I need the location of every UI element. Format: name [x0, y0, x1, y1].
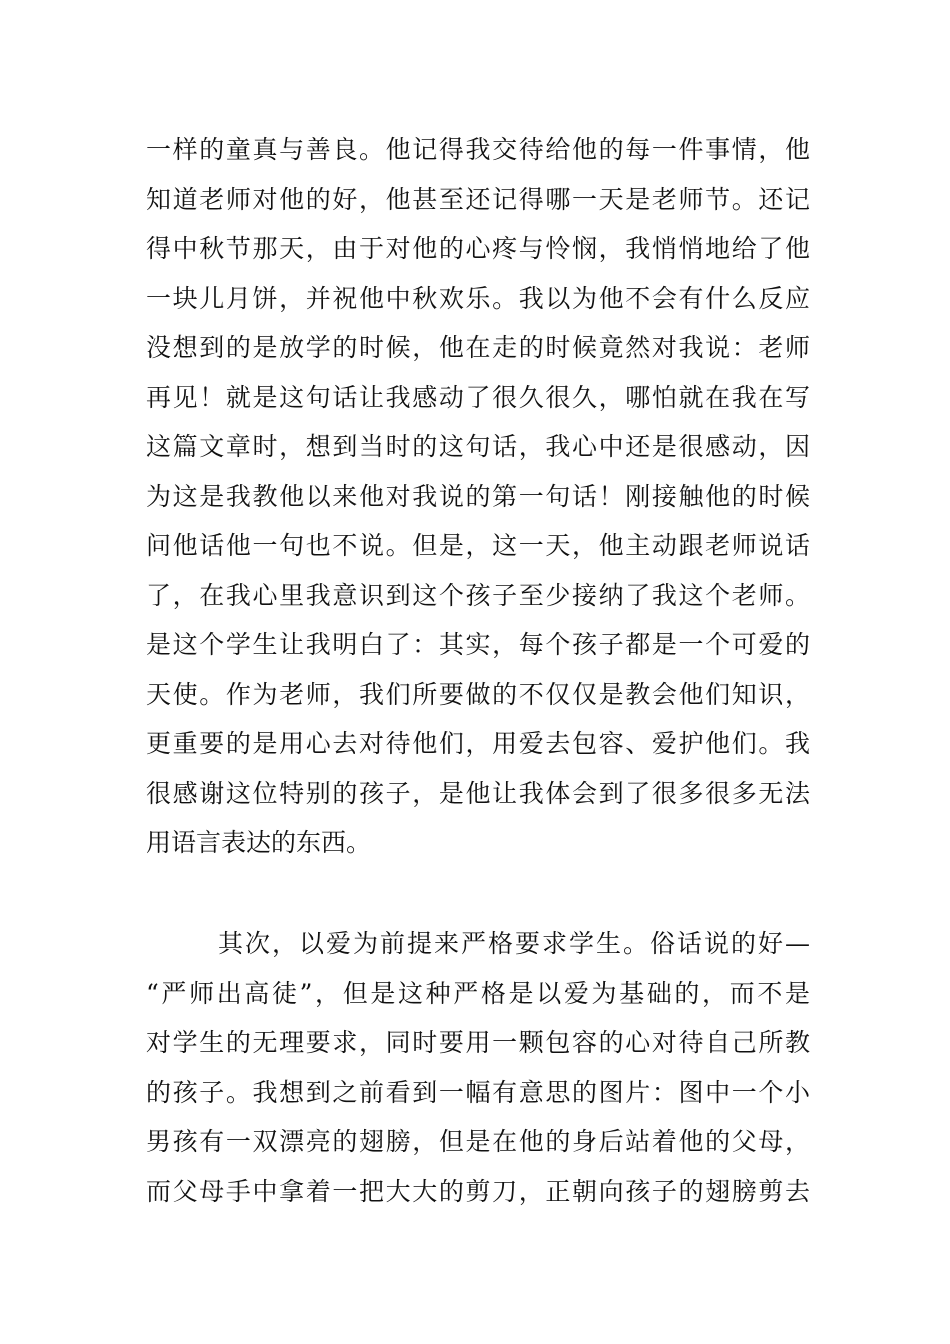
text-line: 了，在我心里我意识到这个孩子至少接纳了我这个老师。: [146, 580, 810, 610]
text-line: 的孩子。我想到之前看到一幅有意思的图片：图中一个小: [146, 1077, 810, 1107]
text-line: 用语言表达的东西。: [146, 828, 372, 857]
text-line: 男孩有一双漂亮的翅膀，但是在他的身后站着他的父母，: [146, 1127, 810, 1156]
text-line: 对学生的无理要求，同时要用一颗包容的心对待自己所教: [146, 1028, 810, 1057]
paragraph-1: [146, 125, 810, 868]
text-line: 再见！就是这句话让我感动了很久很久，哪怕就在我在写: [146, 382, 810, 412]
text-line: 知道老师对他的好，他甚至还记得哪一天是老师节。还记: [146, 184, 810, 214]
text-line: 更重要的是用心去对待他们，用爱去包容、爱护他们。我: [146, 729, 810, 758]
text-line: 天使。作为老师，我们所要做的不仅仅是教会他们知识，: [146, 679, 810, 709]
paragraph-2: [146, 919, 810, 1216]
text-line: 没想到的是放学的时候，他在走的时候竟然对我说：老师: [146, 333, 810, 362]
text-line: 而父母手中拿着一把大大的剪刀，正朝向孩子的翅膀剪去: [146, 1176, 810, 1206]
text-line: 一样的童真与善良。他记得我交待给他的每一件事情，他: [146, 135, 810, 164]
text-line: 为这是我教他以来他对我说的第一句话！刚接触他的时候: [146, 481, 810, 511]
text-line: 其次，以爱为前提来严格要求学生。俗话说的好—: [218, 929, 810, 958]
text-line: 问他话他一句也不说。但是，这一天，他主动跟老师说话: [146, 531, 810, 560]
text-line: 很感谢这位特别的孩子，是他让我体会到了很多很多无法: [146, 778, 810, 808]
text-line: 这篇文章时，想到当时的这句话，我心中还是很感动，因: [146, 432, 810, 461]
text-line: 得中秋节那天，由于对他的心疼与怜悯，我悄悄地给了他: [146, 234, 810, 263]
text-line: 是这个学生让我明白了：其实，每个孩子都是一个可爱的: [146, 630, 810, 659]
text-line: 一块儿月饼，并祝他中秋欢乐。我以为他不会有什么反应: [146, 283, 810, 313]
text-line: “严师出高徒”，但是这种严格是以爱为基础的，而不是: [146, 978, 810, 1008]
